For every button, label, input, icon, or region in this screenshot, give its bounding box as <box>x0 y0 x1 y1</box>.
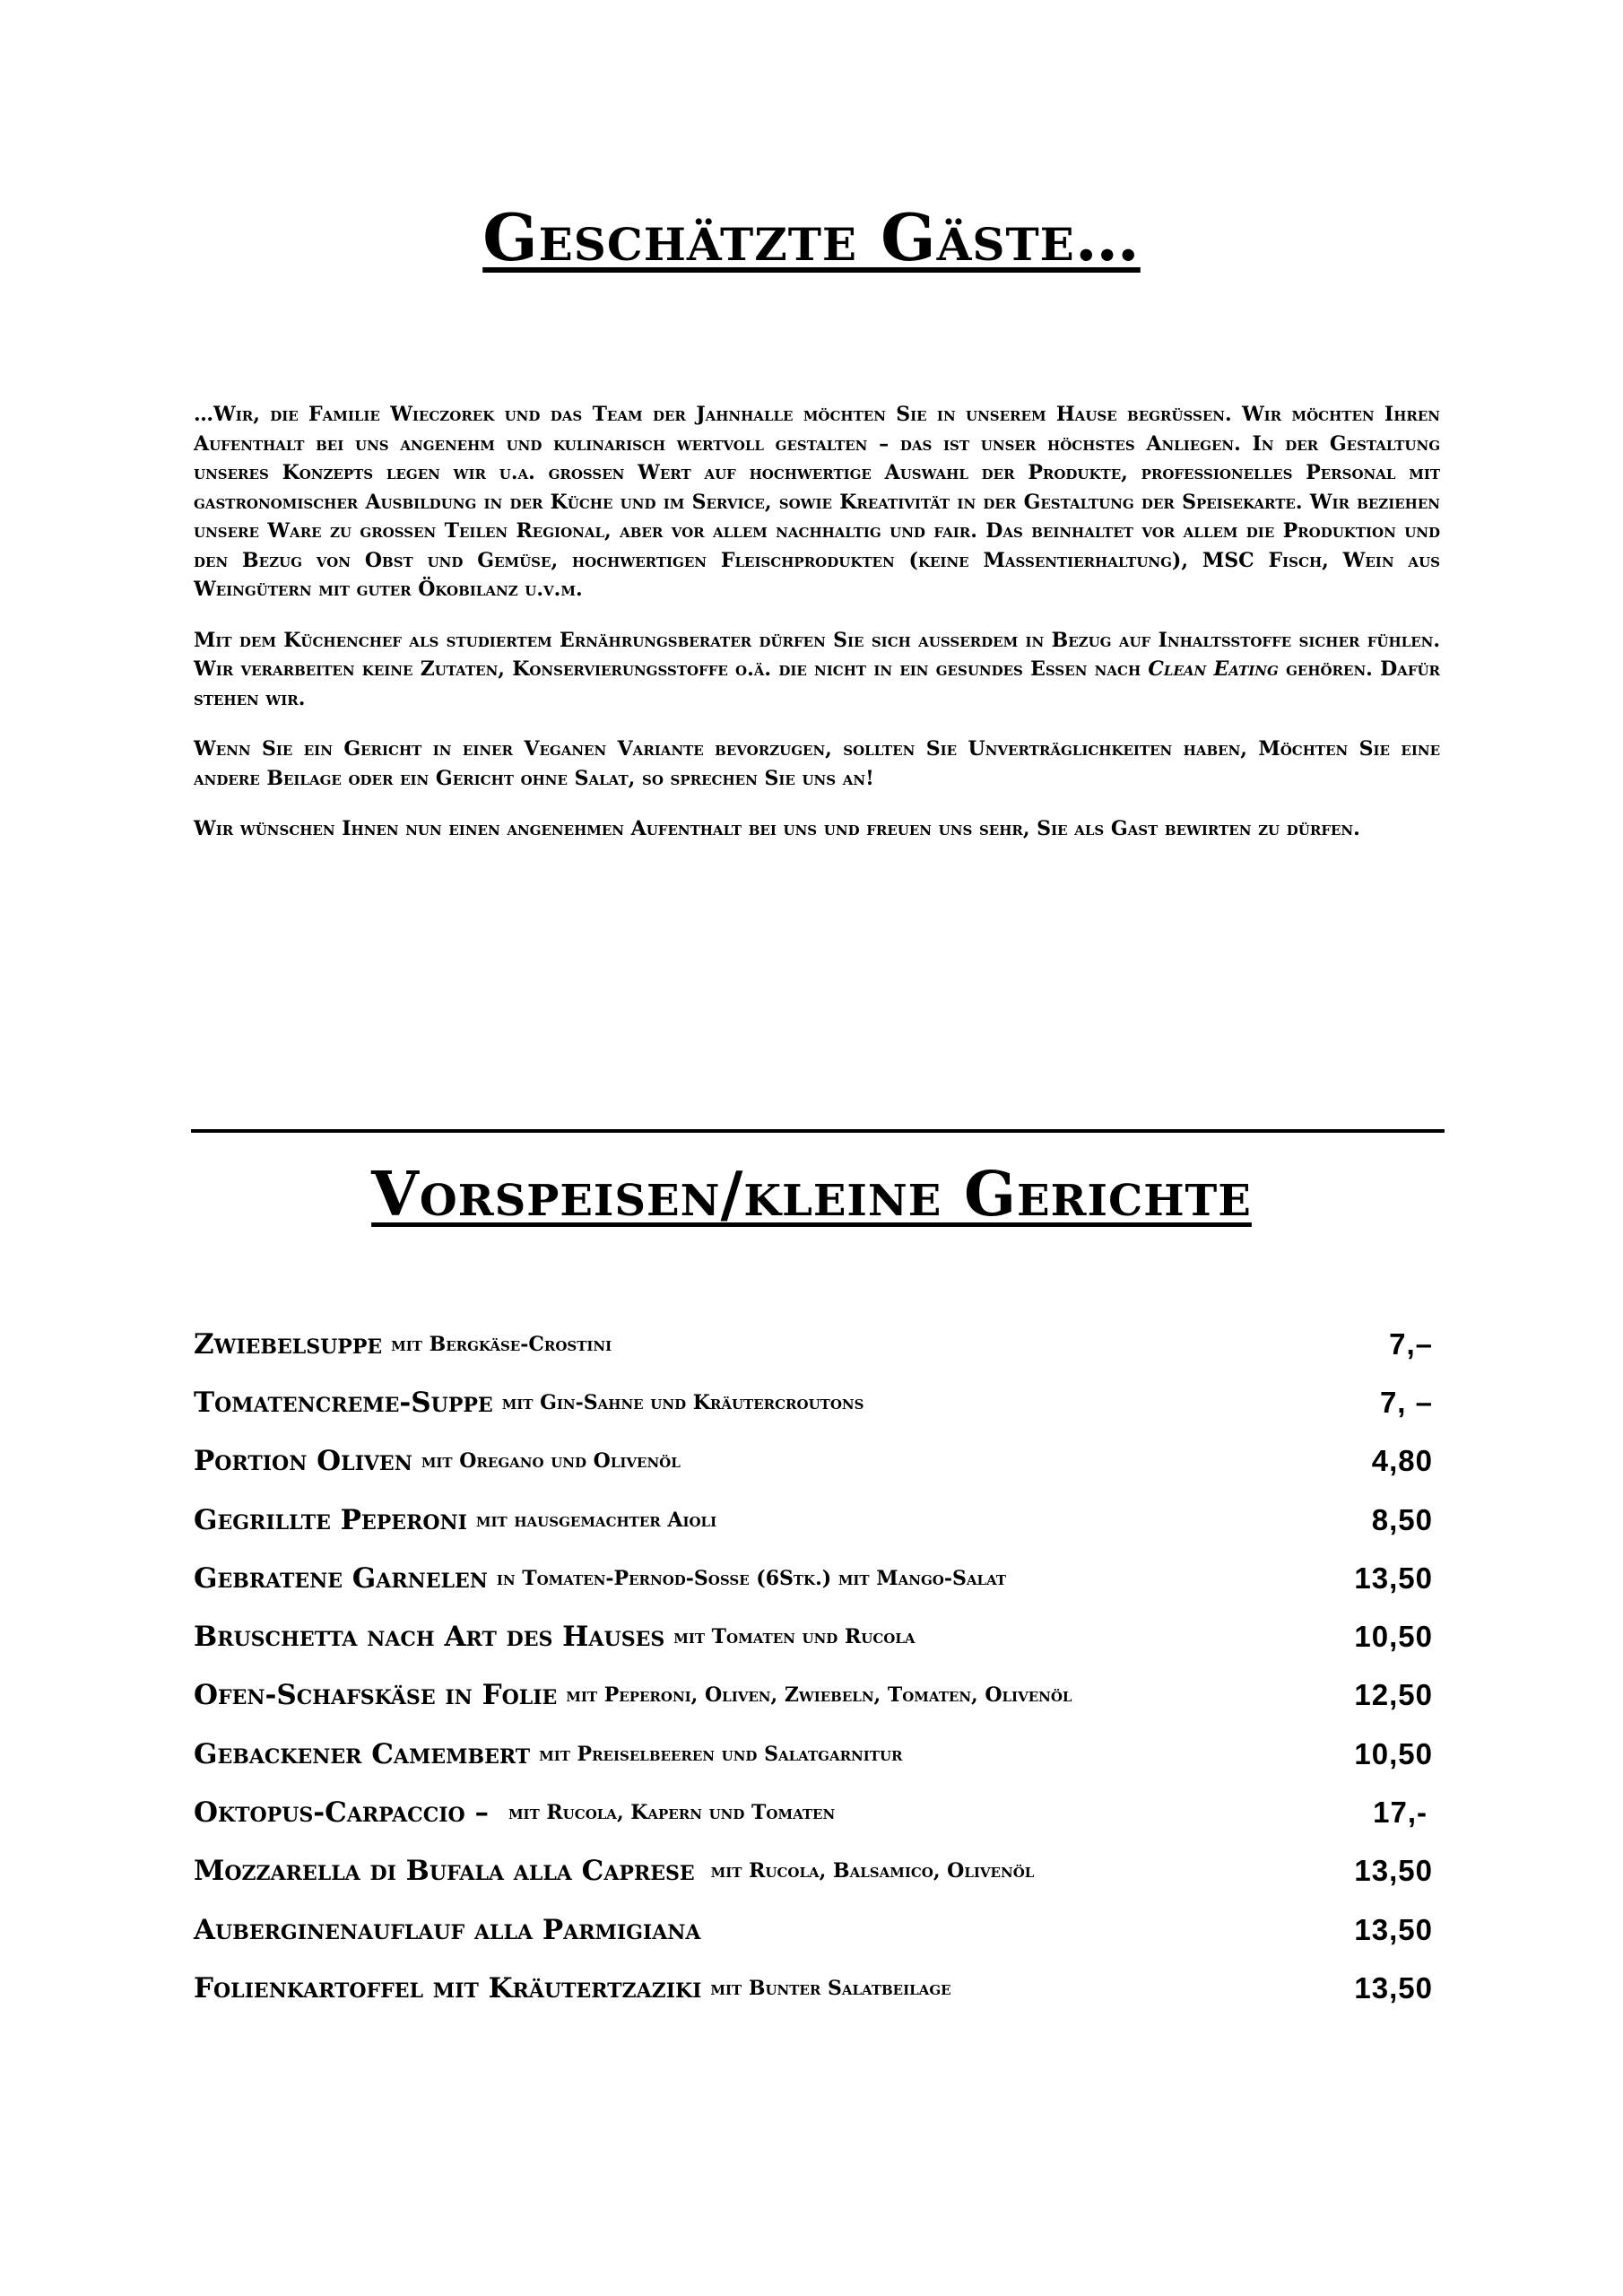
welcome-paragraph-4-text: Wir wünschen Ihnen nun einen angenehmen Aufenthalt bei uns und freuen uns sehr, Sie als Gast bewirten zu dürfen. <box>194 817 1360 840</box>
welcome-paragraph-1 <box>194 400 1440 604</box>
menu-item <box>194 1315 1440 1373</box>
menu-item <box>194 1491 1440 1549</box>
welcome-paragraph-2 <box>194 626 1440 714</box>
dish-price: 7, – <box>1379 1385 1433 1419</box>
dish-price: 17,- <box>1373 1796 1428 1830</box>
menu-item <box>194 1959 1440 2017</box>
dish-name: Auberginenauflauf alla Parmigiana <box>194 1913 701 1946</box>
welcome-paragraph-3-text: Wenn Sie ein Gericht in einer Veganen Variante bevorzugen, sollten Sie Unverträglichkeiten haben, Möchten Sie eine andere Beilage oder ein Gericht ohne Salat, so sprechen Sie uns an! <box>194 737 1440 790</box>
dish-name: Mozzarella di Bufala alla Caprese <box>194 1855 695 1888</box>
dish-description: mit Rucola, Balsamico, Olivenöl <box>710 1859 1035 1883</box>
menu-item <box>194 1373 1440 1431</box>
clean-eating-emphasis: Clean Eating <box>1148 657 1279 681</box>
welcome-paragraph-3 <box>194 735 1440 793</box>
dish-price: 7,– <box>1389 1326 1433 1361</box>
dish-description: mit Peperoni, Oliven, Zwiebeln, Tomaten, Olivenöl <box>566 1683 1072 1708</box>
dish-price: 13,50 <box>1354 1561 1433 1595</box>
welcome-text <box>194 400 1440 865</box>
section-divider <box>191 1129 1445 1133</box>
dish-name: Gegrillte Peperoni <box>194 1503 467 1536</box>
dish-description: mit Tomaten und Rucola <box>673 1625 916 1649</box>
dish-description: mit Bergkäse-Crostini <box>391 1332 612 1356</box>
dish-description: mit hausgemachter Aioli <box>475 1508 717 1532</box>
menu-item <box>194 1783 1440 1841</box>
dish-price: 13,50 <box>1354 1970 1433 2005</box>
menu-item <box>194 1842 1440 1900</box>
menu-item <box>194 1607 1440 1665</box>
welcome-paragraph-1-text: …Wir, die Familie Wieczorek und das Team der Jahnhalle möchten Sie in unserem Hause begrüssen. Wir möchten Ihren Aufenthalt bei uns angenehm und kulinarisch wertvoll gestalten – das ist unser höchstes Anliegen. In der Gestaltung unseres Konzepts legen wir u.a. grossen Wert auf hochwertige Auswahl der Produkte, professionelles Personal mit gastronomischer Ausbildung in der Küche und im Service, sowie Kreativität in der Gestaltung der Speisekarte. Wir beziehen unsere Ware zu grossen Teilen Regional, aber vor allem nachhaltig und fair. Das beinhaltet vor allem die Produktion und den Bezug von Obst und Gemüse, hochwertigen Fleischprodukten (keine Massentierhaltung), MSC Fisch, Wein aus Weingütern mit guter Ökobilanz u.v.m. <box>194 403 1440 601</box>
welcome-paragraph-2-text: Mit dem Küchenchef als studiertem Ernährungsberater dürfen Sie sich ausserdem in Bezug auf Inhaltsstoffe sicher fühlen. Wir verarbeiten keine Zutaten, Konservierungsstoffe o.ä. die nicht in ein gesundes Essen nach <box>194 628 1440 681</box>
dish-description: mit Gin-Sahne und Kräutercroutons <box>501 1390 864 1414</box>
dish-name: Folienkartoffel mit Kräutertzaziki <box>194 1971 702 2005</box>
dish-description: in Tomaten-Pernod-Sosse (6Stk.) mit Mango-Salat <box>496 1566 1007 1590</box>
dish-price: 10,50 <box>1354 1620 1433 1654</box>
dish-price: 4,80 <box>1371 1444 1433 1478</box>
dish-description: mit Preiselbeeren und Salatgarnitur <box>539 1742 903 1766</box>
dish-name: Gebackener Camembert <box>194 1737 531 1770</box>
menu-item <box>194 1432 1440 1491</box>
starters-list <box>194 1315 1440 2018</box>
dish-price: 13,50 <box>1354 1912 1433 1946</box>
dish-description: mit Bunter Salatbeilage <box>710 1976 951 2000</box>
dish-description: mit Rucola, Kapern und Tomaten <box>508 1801 836 1825</box>
dish-name: Zwiebelsuppe <box>194 1327 383 1361</box>
dish-price: 10,50 <box>1354 1736 1433 1770</box>
menu-item <box>194 1725 1440 1783</box>
menu-item <box>194 1900 1440 1959</box>
welcome-paragraph-4 <box>194 814 1440 844</box>
welcome-paragraph-2-text-end: gehören. Dafür stehen wir. <box>194 657 1441 710</box>
menu-item <box>194 1666 1440 1725</box>
dish-name: Tomatencreme-Suppe <box>194 1386 493 1419</box>
dish-name: Ofen-Schafskäse in Folie <box>194 1679 558 1712</box>
dish-name: Oktopus-Carpaccio – <box>194 1796 489 1830</box>
dish-name: Bruschetta nach Art des Hauses <box>194 1621 665 1654</box>
dish-price: 8,50 <box>1371 1502 1433 1536</box>
dish-price: 12,50 <box>1354 1678 1433 1712</box>
welcome-title: Geschätzte Gäste… <box>482 199 1141 275</box>
dish-price: 13,50 <box>1354 1854 1433 1888</box>
dish-name: Portion Oliven <box>194 1445 412 1478</box>
menu-item <box>194 1549 1440 1607</box>
dish-description: mit Oregano und Olivenöl <box>421 1449 681 1474</box>
starters-title: Vorspeisen/kleine Gerichte <box>371 1159 1252 1231</box>
dish-name: Gebratene Garnelen <box>194 1561 488 1595</box>
